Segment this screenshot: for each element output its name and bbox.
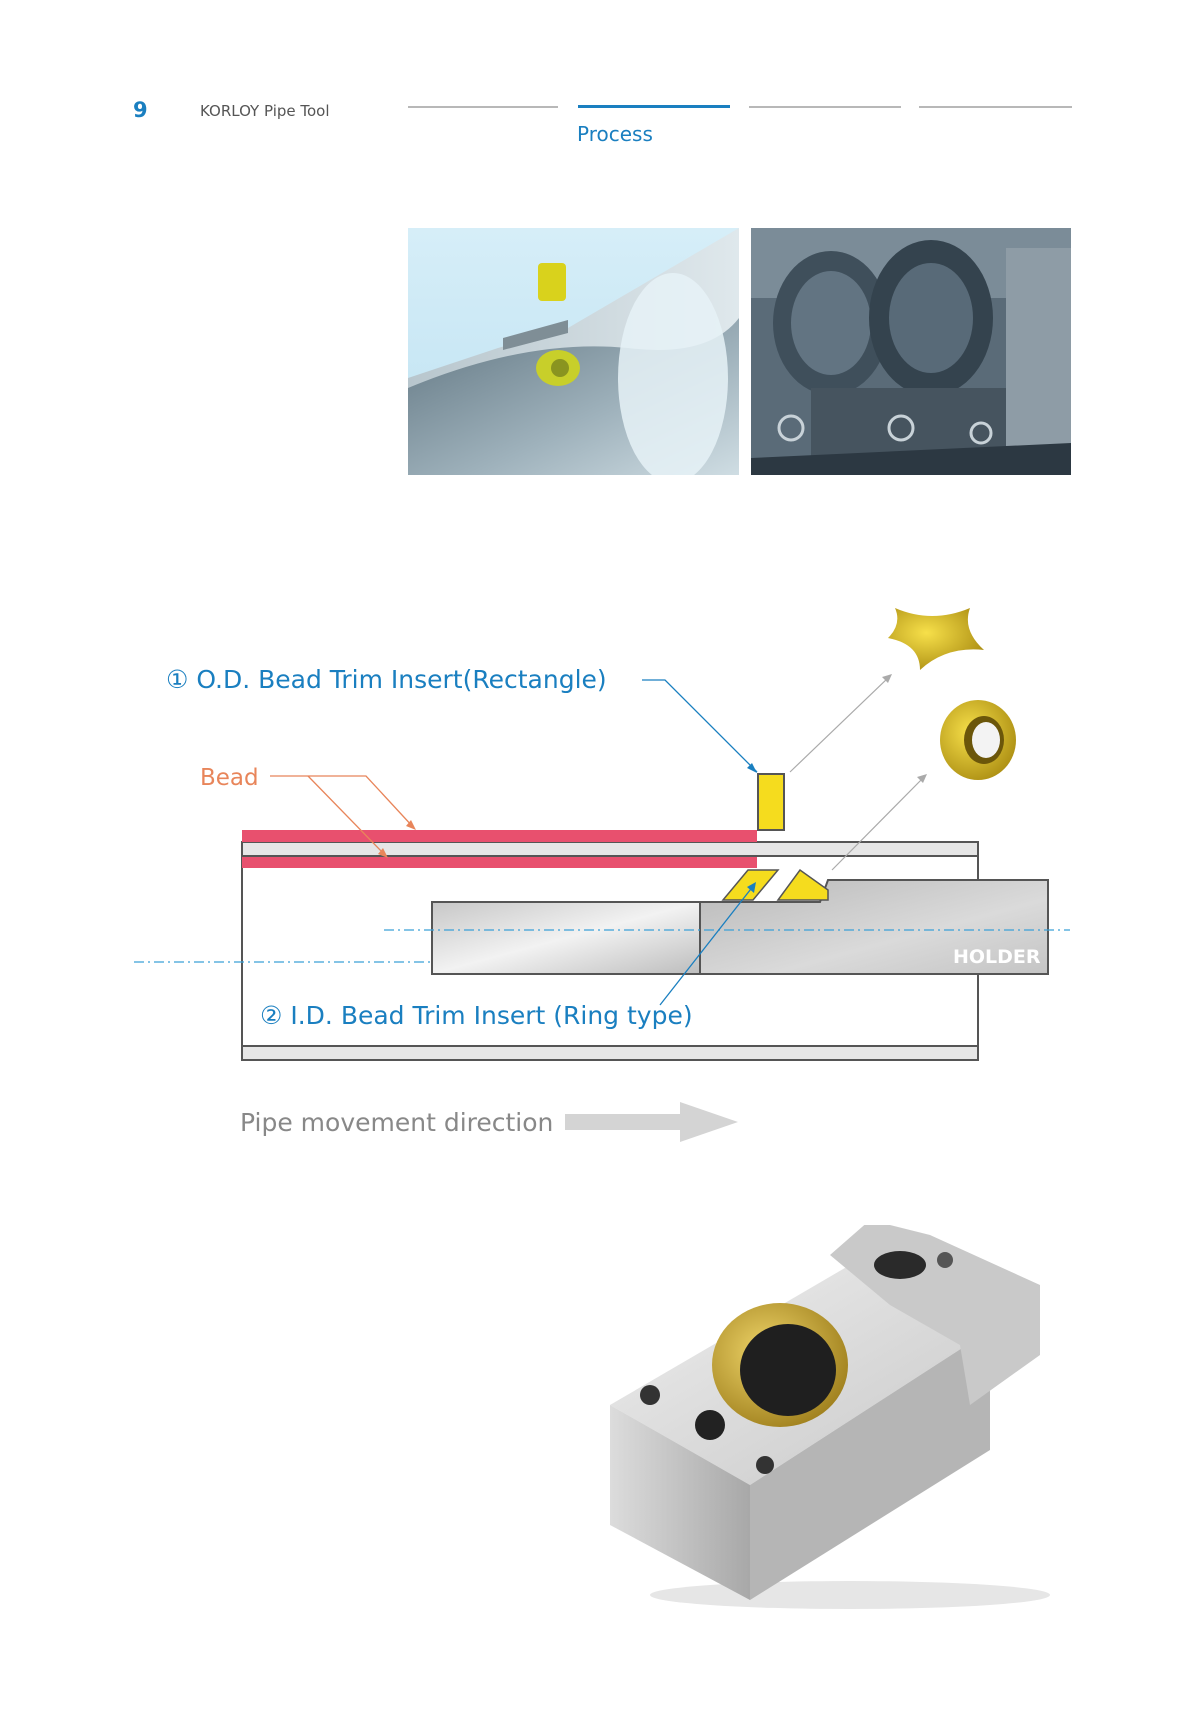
outer-bead <box>242 830 757 842</box>
section-title: Process <box>577 122 653 146</box>
bead-label: Bead <box>200 765 259 791</box>
holder-product-render <box>600 1225 1090 1615</box>
section-nav-line-1 <box>408 106 558 108</box>
id-insert-label: ② I.D. Bead Trim Insert (Ring type) <box>260 1001 693 1030</box>
brand-title: KORLOY Pipe Tool <box>200 102 330 120</box>
pipe-lower-wall <box>242 1046 978 1060</box>
section-nav-line-3 <box>749 106 901 108</box>
holder-label: HOLDER <box>953 946 1041 968</box>
od-leader-line <box>642 680 757 772</box>
od-insert-pointer <box>790 676 890 772</box>
direction-label: Pipe movement direction <box>240 1108 554 1137</box>
pipe-cutaway-illustration <box>408 228 739 475</box>
bead-trim-process-diagram <box>120 580 1080 1150</box>
od-insert <box>758 774 784 830</box>
bead-leader-line-1 <box>270 776 414 828</box>
direction-arrow-icon <box>565 1102 738 1142</box>
pipe-mill-machinery-photo <box>751 228 1071 475</box>
od-insert-label: ① O.D. Bead Trim Insert(Rectangle) <box>166 665 607 694</box>
page-number: 9 <box>133 98 148 122</box>
inner-bead <box>242 857 757 868</box>
section-nav-line-4 <box>919 106 1072 108</box>
mandrel-bar <box>432 902 700 974</box>
section-nav-line-active <box>578 105 730 108</box>
pipe-upper-wall <box>242 842 978 856</box>
rectangle-insert-icon <box>888 608 984 670</box>
